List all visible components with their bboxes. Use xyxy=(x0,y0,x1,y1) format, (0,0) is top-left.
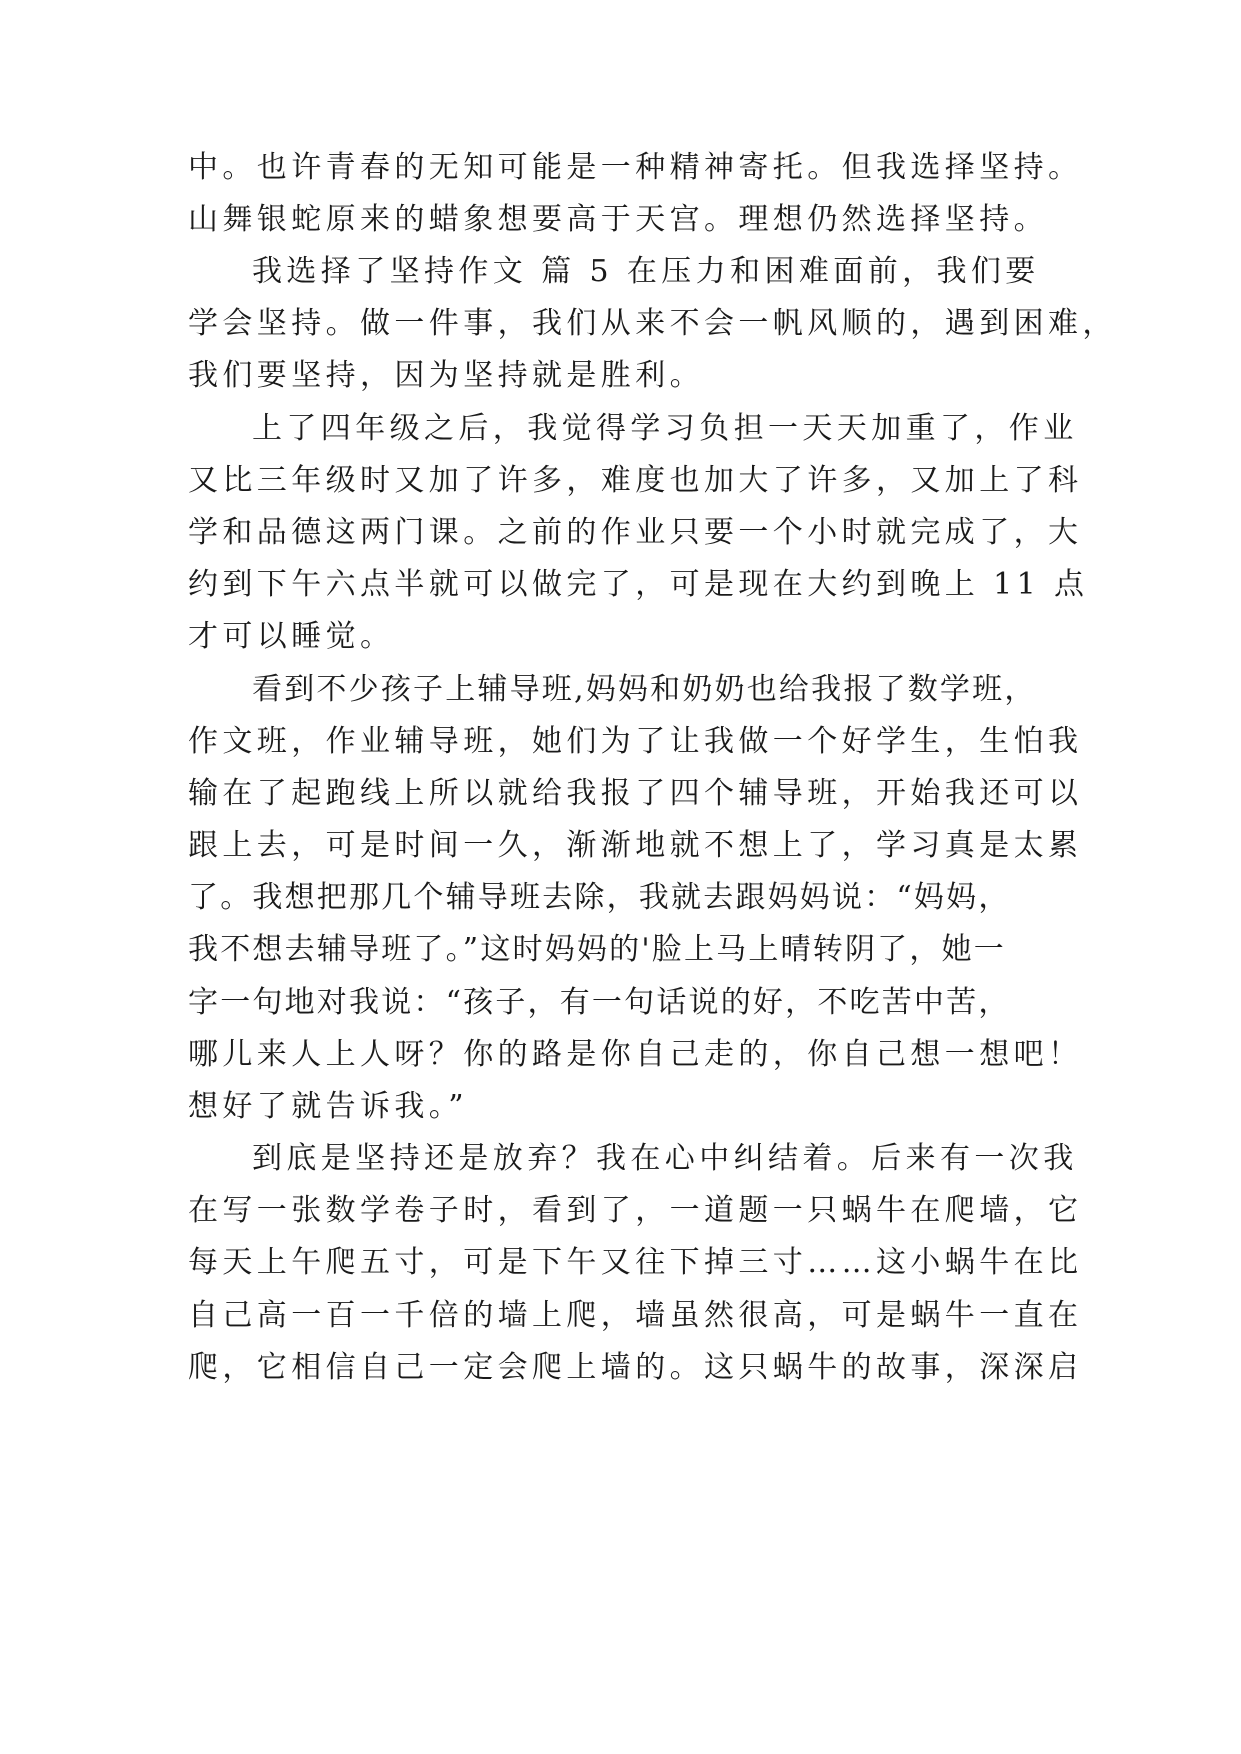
text-line-8: 学和品德这两门课。之前的作业只要一个小时就完成了，大 xyxy=(188,515,1083,550)
text-line-9: 约到下午六点半就可以做完了，可是现在大约到晚上 11 点 xyxy=(188,567,1089,602)
text-line-22: 每天上午爬五寸，可是下午又往下掉三寸……这小蜗牛在比 xyxy=(188,1245,1083,1280)
text-line-19: 想好了就告诉我。” xyxy=(188,1089,468,1124)
text-line-15: 了。我想把那几个辅导班去除，我就去跟妈妈说：“妈妈， xyxy=(188,880,1011,915)
essay-heading-line: 我选择了坚持作文 篇 5 在压力和困难面前，我们要 xyxy=(252,254,1040,289)
paragraph-start-line: 看到不少孩子上辅导班,妈妈和奶奶也给我报了数学班， xyxy=(252,672,1037,707)
text-line-2: 山舞银蛇原来的蜡象想要高于天宫。理想仍然选择坚持。 xyxy=(188,202,1048,237)
text-line-17: 字一句地对我说：“孩子，有一句话说的好，不吃苦中苦， xyxy=(188,985,1011,1020)
text-line-23: 自己高一百一千倍的墙上爬，墙虽然很高，可是蜗牛一直在 xyxy=(188,1298,1083,1333)
text-line-10: 才可以睡觉。 xyxy=(188,619,395,654)
text-line-5: 我们要坚持，因为坚持就是胜利。 xyxy=(188,358,704,393)
text-line-1: 中。也许青春的无知可能是一种精神寄托。但我选择坚持。 xyxy=(188,150,1083,185)
text-line-14: 跟上去，可是时间一久，渐渐地就不想上了，学习真是太累 xyxy=(188,828,1083,863)
text-line-12: 作文班，作业辅导班，她们为了让我做一个好学生，生怕我 xyxy=(188,724,1083,759)
paragraph-start-line: 到底是坚持还是放弃？我在心中纠结着。后来有一次我 xyxy=(252,1141,1078,1176)
text-line-24: 爬，它相信自己一定会爬上墙的。这只蜗牛的故事，深深启 xyxy=(188,1350,1083,1385)
text-line-4: 学会坚持。做一件事，我们从来不会一帆风顺的，遇到困难， xyxy=(188,306,1117,341)
text-line-13: 输在了起跑线上所以就给我报了四个辅导班，开始我还可以 xyxy=(188,776,1083,811)
paragraph-start-line: 上了四年级之后，我觉得学习负担一天天加重了，作业 xyxy=(252,411,1078,446)
text-line-21: 在写一张数学卷子时，看到了，一道题一只蜗牛在爬墙，它 xyxy=(188,1193,1083,1228)
text-line-18: 哪儿来人上人呀？你的路是你自己走的，你自己想一想吧！ xyxy=(188,1037,1083,1072)
text-line-16: 我不想去辅导班了。”这时妈妈的'脸上马上晴转阴了，她一 xyxy=(188,932,1006,967)
text-line-7: 又比三年级时又加了许多，难度也加大了许多，又加上了科 xyxy=(188,463,1083,498)
